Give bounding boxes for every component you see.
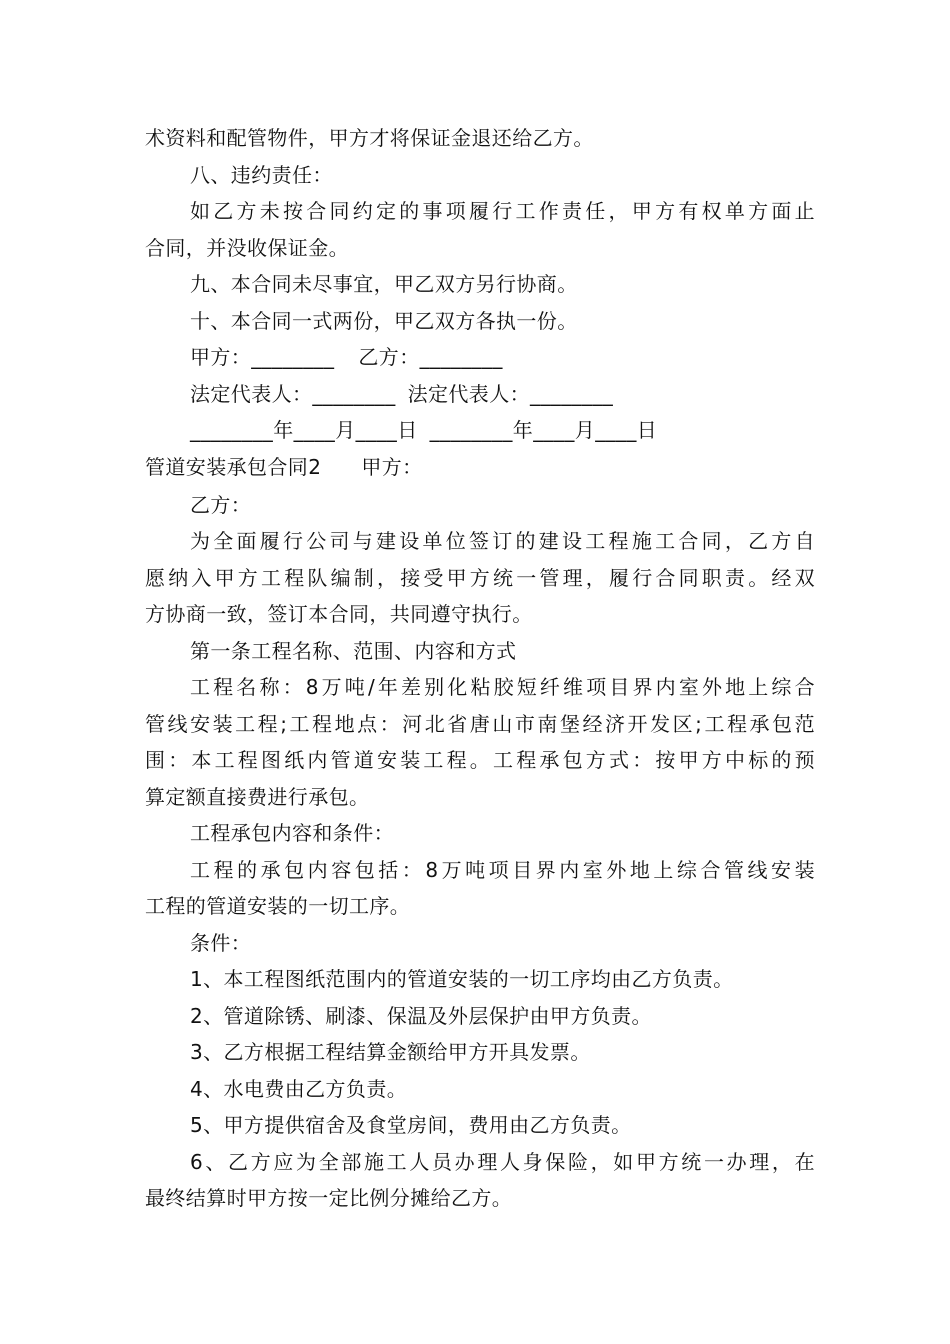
text-line: 九、本合同未尽事宜，甲乙双方另行协商。 — [190, 272, 578, 296]
text-line: 最终结算时甲方按一定比例分摊给乙方。 — [145, 1186, 513, 1210]
text-line: 工程的承包内容包括：8万吨项目界内室外地上综合管线安装 — [190, 858, 815, 882]
text-line: 术资料和配管物件，甲方才将保证金退还给乙方。 — [145, 126, 594, 150]
text-line: 愿纳入甲方工程队编制，接受甲方统一管理，履行合同职责。经双 — [145, 566, 815, 590]
list-item: 1、本工程图纸范围内的管道安装的一切工序均由乙方负责。 — [190, 967, 734, 991]
list-item: 2、管道除锈、刷漆、保温及外层保护由甲方负责。 — [190, 1004, 652, 1028]
signature-line — [190, 344, 860, 370]
signature-line — [190, 381, 860, 407]
list-item: 6、乙方应为全部施工人员办理人身保险，如甲方统一办理，在 — [190, 1150, 815, 1174]
contract-title: 管道安装承包合同2 — [145, 455, 322, 479]
text-line: 工程的管道安装的一切工序。 — [145, 894, 411, 918]
party-a-field: 甲方：________ — [190, 345, 335, 369]
section-heading: 第一条工程名称、范围、内容和方式 — [190, 639, 517, 663]
section-heading: 八、违约责任： — [190, 163, 333, 187]
list-item: 4、水电费由乙方负责。 — [190, 1077, 408, 1101]
date-line — [190, 417, 860, 443]
text-line: 围：本工程图纸内管道安装工程。工程承包方式：按甲方中标的预 — [145, 748, 815, 772]
section-heading: 条件： — [190, 931, 252, 955]
text-line: 工程名称：8万吨/年差别化粘胶短纤维项目界内室外地上综合 — [190, 675, 815, 699]
party-b-field: 乙方：________ — [358, 345, 503, 369]
text-line: 管线安装工程;工程地点：河北省唐山市南堡经济开发区;工程承包范 — [145, 712, 815, 736]
date-a-field: ________年____月____日 — [190, 418, 418, 442]
legal-rep-a-field: 法定代表人：________ — [190, 382, 396, 406]
text-line: 为全面履行公司与建设单位签订的建设工程施工合同，乙方自 — [190, 529, 815, 553]
title-line — [145, 454, 815, 480]
text-line: 十、本合同一式两份，甲乙双方各执一份。 — [190, 309, 578, 333]
list-item: 5、甲方提供宿舍及食堂房间，费用由乙方负责。 — [190, 1113, 632, 1137]
section-heading: 工程承包内容和条件： — [190, 821, 394, 845]
text-line: 方协商一致，签订本合同，共同遵守执行。 — [145, 602, 533, 626]
text-line: 如乙方未按合同约定的事项履行工作责任，甲方有权单方面止 — [190, 199, 815, 223]
date-b-field: ________年____月____日 — [429, 418, 658, 442]
text-line: 算定额直接费进行承包。 — [145, 785, 370, 809]
party-b-label: 乙方： — [190, 493, 252, 517]
text-line: 合同，并没收保证金。 — [145, 236, 349, 260]
legal-rep-b-field: 法定代表人：________ — [407, 382, 614, 406]
list-item: 3、乙方根据工程结算金额给甲方开具发票。 — [190, 1040, 591, 1064]
party-a-label: 甲方： — [361, 455, 423, 479]
